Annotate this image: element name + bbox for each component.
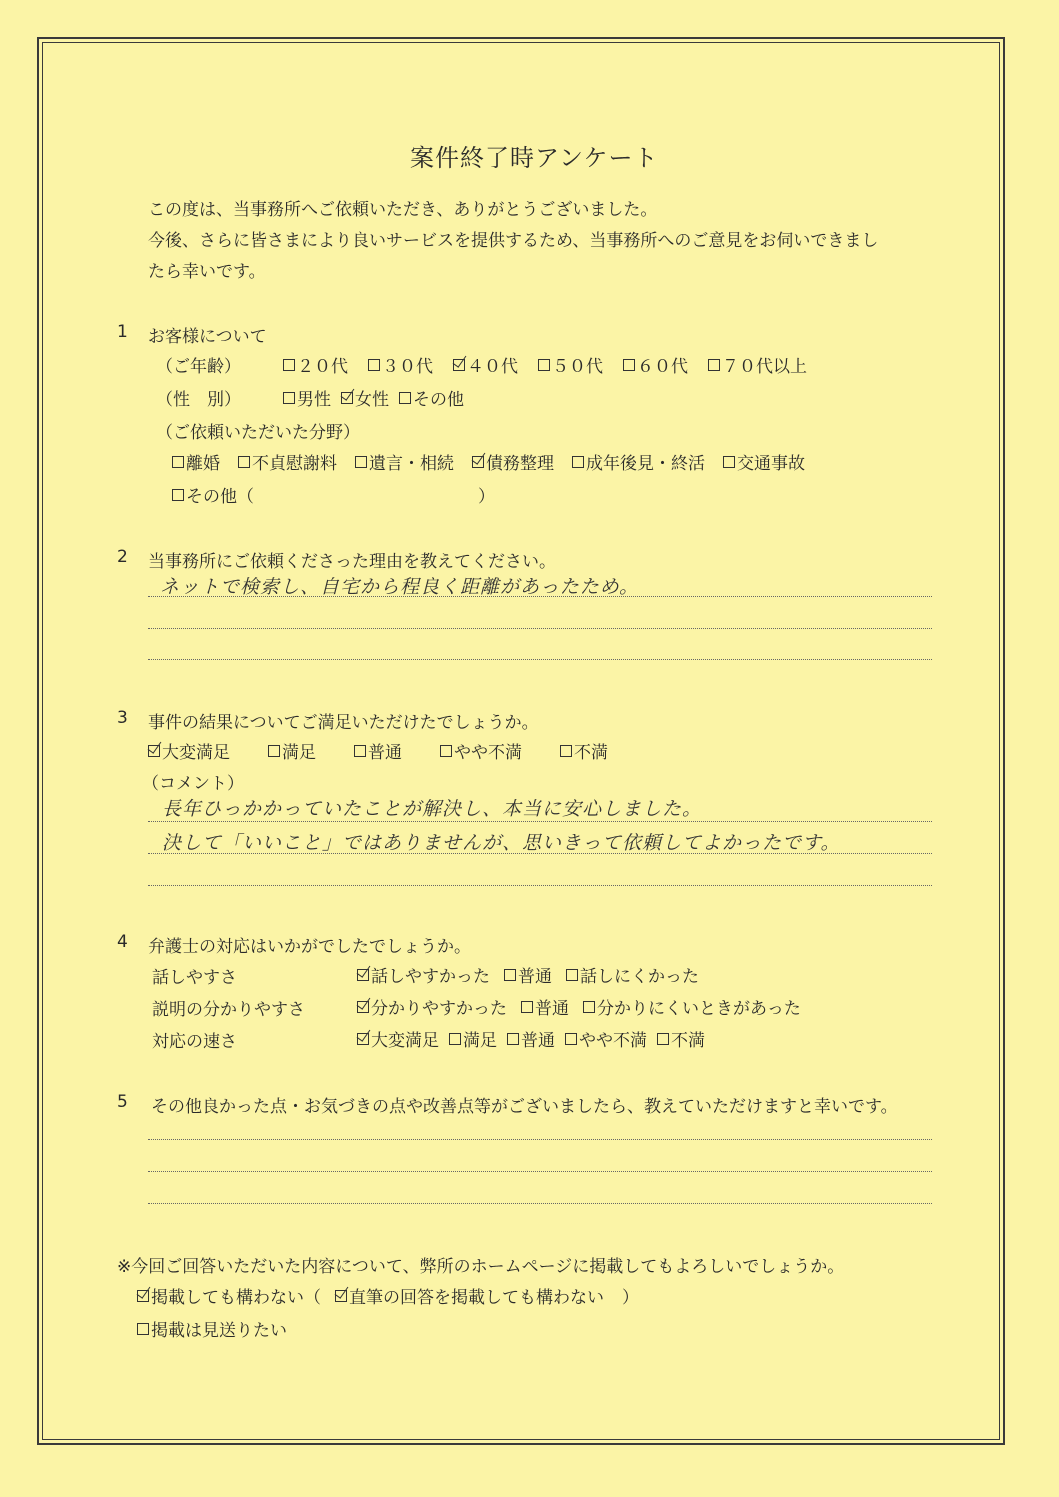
- intro-line-2: 今後、さらに皆さまにより良いサービスを提供するため、当事務所へのご意見をお伺いできまし: [148, 231, 879, 251]
- option-label: 不満: [671, 1031, 705, 1051]
- checkbox[interactable]: [708, 359, 720, 371]
- age-options: [283, 352, 827, 377]
- checkbox[interactable]: [657, 1033, 669, 1045]
- q4-label: 弁護士の対応はいかがでしたでしょうか。: [148, 937, 471, 957]
- comment-label: （コメント）: [142, 774, 244, 794]
- checkbox[interactable]: [504, 969, 516, 981]
- q3-options: [148, 738, 646, 763]
- option-label: 債務整理: [486, 454, 554, 474]
- option-item[interactable]: [504, 962, 552, 987]
- option-item[interactable]: [521, 994, 569, 1019]
- comment-line-1: 長年ひっかかっていたことが解決し、本当に安心しました。: [162, 798, 703, 820]
- option-item[interactable]: [623, 352, 688, 377]
- option-label: 男性: [297, 390, 331, 410]
- checkbox[interactable]: [354, 745, 366, 757]
- option-label: 分かりやすかった: [371, 999, 507, 1019]
- checkbox[interactable]: [538, 359, 550, 371]
- option-item[interactable]: [354, 738, 402, 763]
- q3-number: 3: [117, 708, 128, 728]
- consent-option-decline: [137, 1316, 287, 1341]
- option-label: 普通: [518, 967, 552, 987]
- option-item[interactable]: [368, 352, 433, 377]
- option-item[interactable]: [283, 352, 348, 377]
- checkbox-checked[interactable]: [357, 969, 369, 981]
- option-label: ２０代: [297, 357, 348, 377]
- q4-number: 4: [117, 932, 128, 952]
- page-title: 案件終了時アンケート: [410, 144, 659, 172]
- checkbox[interactable]: [172, 456, 184, 468]
- other-checkbox[interactable]: [172, 489, 184, 501]
- checkbox[interactable]: [283, 359, 295, 371]
- option-label: その他: [413, 390, 464, 410]
- checkbox[interactable]: [268, 745, 280, 757]
- checkbox[interactable]: [449, 1033, 461, 1045]
- option-label: 遺言・相続: [369, 454, 454, 474]
- gender-options: [283, 385, 474, 410]
- option-label: 成年後見・終活: [586, 454, 705, 474]
- q4-row-label-speed: 対応の速さ: [152, 1032, 237, 1052]
- checkbox[interactable]: [507, 1033, 519, 1045]
- handwritten-publish-checkbox[interactable]: [335, 1290, 347, 1302]
- q2-answer: ネットで検索し、自宅から程良く距離があったため。: [160, 576, 640, 598]
- field-options: [172, 449, 823, 474]
- checkbox-checked[interactable]: [357, 1033, 369, 1045]
- option-label: 普通: [535, 999, 569, 1019]
- option-item[interactable]: [341, 385, 389, 410]
- q2-number: 2: [117, 547, 128, 567]
- checkbox[interactable]: [623, 359, 635, 371]
- checkbox-checked[interactable]: [453, 359, 465, 371]
- option-label: ７０代以上: [722, 357, 807, 377]
- option-label: 満足: [282, 743, 316, 763]
- consent-question: ※今回ご回答いただいた内容について、弊所のホームページに掲載してもよろしいでしょうか。: [117, 1257, 845, 1277]
- answer-line: [148, 1203, 932, 1204]
- option-label: 離婚: [186, 454, 220, 474]
- option-item[interactable]: [172, 449, 220, 474]
- checkbox[interactable]: [440, 745, 452, 757]
- checkbox-checked[interactable]: [472, 456, 484, 468]
- option-item[interactable]: [268, 738, 316, 763]
- checkbox[interactable]: [723, 456, 735, 468]
- q4-row-label-clarity: 説明の分かりやすさ: [152, 1000, 305, 1020]
- checkbox[interactable]: [566, 969, 578, 981]
- option-label: 普通: [521, 1031, 555, 1051]
- option-item[interactable]: [565, 1026, 647, 1051]
- option-item[interactable]: [283, 385, 331, 410]
- option-label: 大変満足: [371, 1031, 439, 1051]
- option-item[interactable]: [560, 738, 608, 763]
- q4-options-speed: [357, 1026, 715, 1051]
- option-item[interactable]: [657, 1026, 705, 1051]
- option-label: 不満: [574, 743, 608, 763]
- option-item[interactable]: [440, 738, 522, 763]
- q3-label: 事件の結果についてご満足いただけたでしょうか。: [148, 713, 539, 733]
- option-label: 普通: [368, 743, 402, 763]
- option-item[interactable]: [399, 385, 464, 410]
- q4-options-speakability: [357, 962, 713, 987]
- option-label: ５０代: [552, 357, 603, 377]
- option-label: 話しにくかった: [580, 967, 699, 987]
- handwritten-publish-label: 直筆の回答を掲載しても構わない: [349, 1288, 604, 1308]
- option-item[interactable]: [357, 962, 490, 987]
- checkbox[interactable]: [572, 456, 584, 468]
- publish-checkbox[interactable]: [137, 1290, 149, 1302]
- option-label: ６０代: [637, 357, 688, 377]
- answer-line: [148, 596, 932, 597]
- option-label: 分かりにくいときがあった: [597, 999, 801, 1019]
- checkbox-checked[interactable]: [341, 392, 353, 404]
- answer-line: [148, 659, 932, 660]
- option-item[interactable]: [507, 1026, 555, 1051]
- q5-label: その他良かった点・お気づきの点や改善点等がございましたら、教えていただけますと幸いです。: [151, 1097, 898, 1117]
- option-label: ３０代: [382, 357, 433, 377]
- field-other: [172, 482, 495, 507]
- checkbox-checked[interactable]: [357, 1001, 369, 1013]
- gender-label: （性 別）: [156, 390, 241, 410]
- comment-line-2: 決して「いいこと」ではありませんが、思いきって依頼してよかったです。: [162, 832, 841, 854]
- q4-row-label-speakability: 話しやすさ: [152, 968, 237, 988]
- option-label: 女性: [355, 390, 389, 410]
- consent-option-publish: [137, 1283, 639, 1308]
- intro-line-1: この度は、当事務所へご依頼いただき、ありがとうございました。: [148, 200, 658, 220]
- q2-label: 当事務所にご依頼くださった理由を教えてください。: [148, 552, 556, 572]
- option-item[interactable]: [357, 1026, 439, 1051]
- answer-line: [148, 885, 932, 886]
- checkbox[interactable]: [368, 359, 380, 371]
- publish-close: ）: [622, 1288, 639, 1308]
- answer-line: [148, 628, 932, 629]
- answer-line: [148, 821, 932, 822]
- option-item[interactable]: [238, 449, 337, 474]
- checkbox[interactable]: [565, 1033, 577, 1045]
- option-item[interactable]: [453, 352, 518, 377]
- checkbox[interactable]: [521, 1001, 533, 1013]
- q1-label: お客様について: [148, 327, 267, 347]
- option-item[interactable]: [708, 352, 807, 377]
- answer-line: [148, 853, 932, 854]
- option-label: やや不満: [454, 743, 522, 763]
- option-item[interactable]: [472, 449, 554, 474]
- checkbox[interactable]: [355, 456, 367, 468]
- option-item[interactable]: [538, 352, 603, 377]
- option-label: 満足: [463, 1031, 497, 1051]
- option-label: 話しやすかった: [371, 967, 490, 987]
- q5-number: 5: [117, 1092, 128, 1112]
- decline-checkbox[interactable]: [137, 1323, 149, 1335]
- option-item[interactable]: [566, 962, 699, 987]
- checkbox[interactable]: [583, 1001, 595, 1013]
- option-item[interactable]: [449, 1026, 497, 1051]
- intro-line-3: たら幸いです。: [148, 262, 266, 282]
- option-item[interactable]: [357, 994, 507, 1019]
- checkbox[interactable]: [283, 392, 295, 404]
- option-item[interactable]: [572, 449, 705, 474]
- checkbox[interactable]: [238, 456, 250, 468]
- option-label: ４０代: [467, 357, 518, 377]
- other-label: その他（: [186, 487, 254, 507]
- decline-label: 掲載は見送りたい: [151, 1321, 287, 1341]
- publish-label: 掲載しても構わない（: [151, 1288, 321, 1308]
- checkbox[interactable]: [560, 745, 572, 757]
- option-label: 不貞慰謝料: [252, 454, 337, 474]
- answer-line: [148, 1139, 932, 1140]
- option-label: 交通事故: [737, 454, 805, 474]
- q4-options-clarity: [357, 994, 815, 1019]
- field-label: （ご依頼いただいた分野）: [156, 423, 360, 443]
- option-item[interactable]: [583, 994, 801, 1019]
- option-item[interactable]: [148, 738, 230, 763]
- other-close: ）: [478, 487, 495, 507]
- option-label: 大変満足: [162, 743, 230, 763]
- q1-number: 1: [117, 322, 128, 342]
- option-item[interactable]: [355, 449, 454, 474]
- checkbox-checked[interactable]: [148, 745, 160, 757]
- option-item[interactable]: [723, 449, 805, 474]
- answer-line: [148, 1171, 932, 1172]
- checkbox[interactable]: [399, 392, 411, 404]
- age-label: （ご年齢）: [156, 357, 241, 377]
- option-label: やや不満: [579, 1031, 647, 1051]
